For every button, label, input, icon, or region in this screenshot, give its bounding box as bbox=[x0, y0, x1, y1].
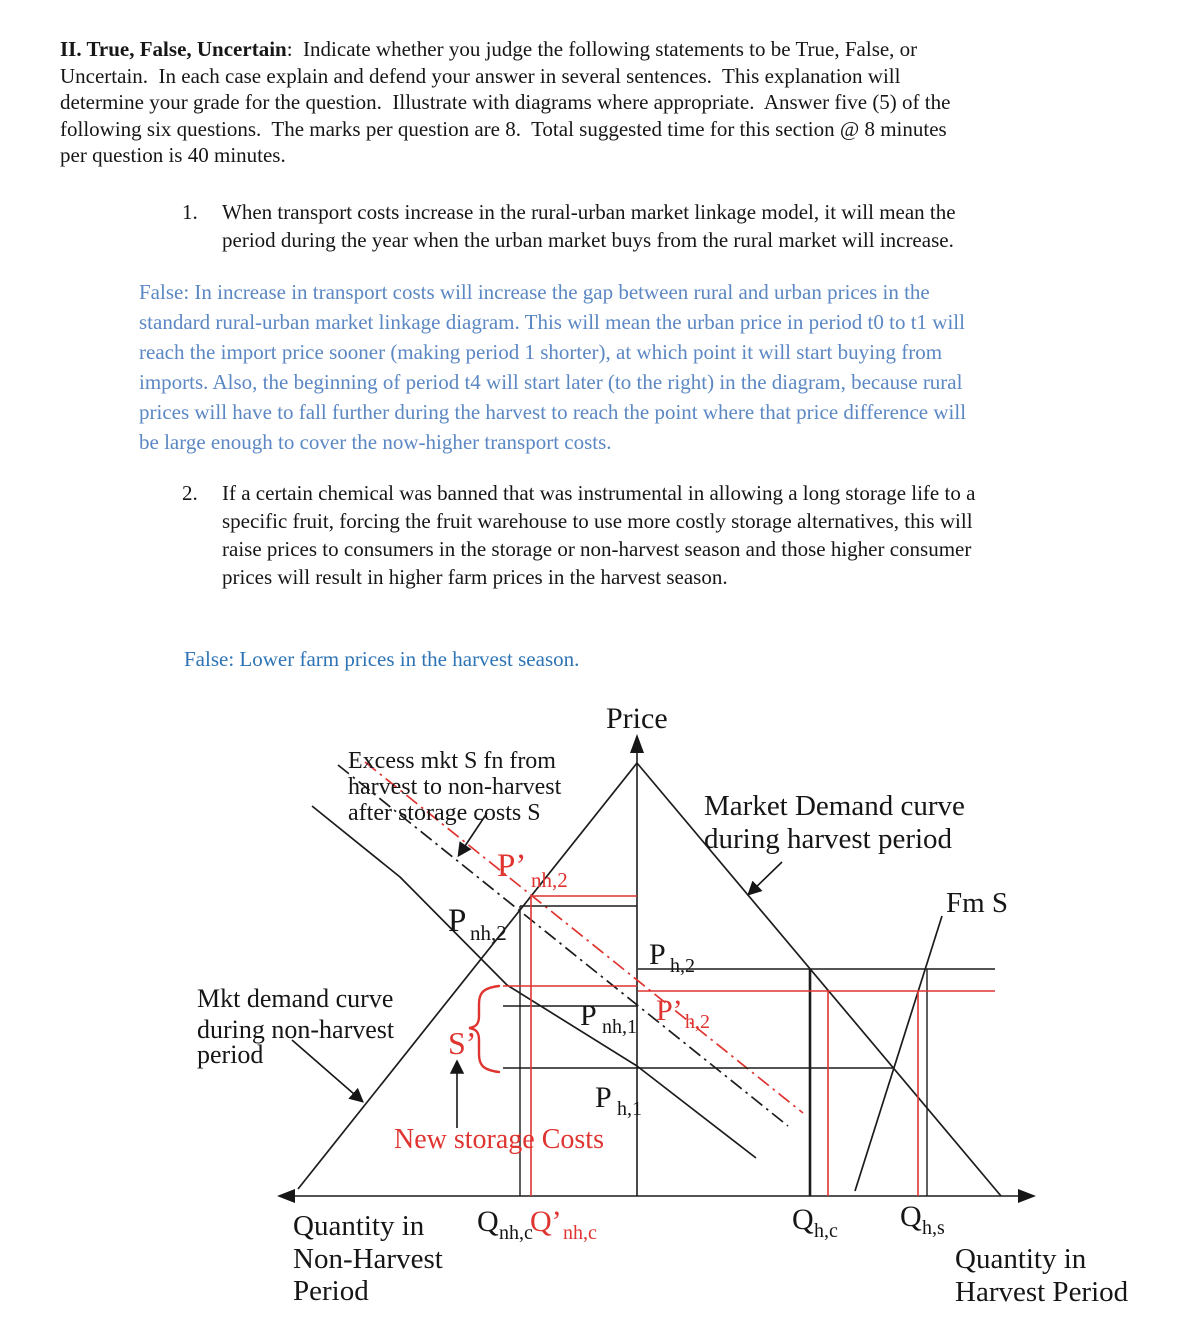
intro-line-1: II. True, False, Uncertain: Indicate whether you judge the following statements to be True, False, or bbox=[60, 37, 918, 61]
question-1 bbox=[182, 198, 956, 254]
excess-supply-solid-curve bbox=[312, 806, 756, 1158]
p-nh2-label: P bbox=[448, 903, 467, 939]
answer-1-line-5: prices will have to fall further during the harvest to reach the point where that price difference will bbox=[139, 400, 967, 424]
answer-1-line-3: reach the import price sooner (making period 1 shorter), at which point it will start buying from bbox=[139, 340, 943, 364]
nonharvest-demand-label-line-2: during non-harvest bbox=[197, 1015, 395, 1044]
q-nhc-new-label: Q’ bbox=[530, 1205, 562, 1238]
p-h2-label: P bbox=[649, 938, 666, 971]
question-2-text bbox=[222, 479, 975, 591]
answer-1 bbox=[139, 277, 966, 457]
question-2 bbox=[182, 479, 975, 591]
excess-label-line-3: after storage costs S bbox=[348, 800, 541, 826]
intro-line-4: following six questions. The marks per question are 8. Total suggested time for this section @ 8 minutes bbox=[60, 116, 947, 141]
new-storage-costs-label: New storage Costs bbox=[394, 1124, 604, 1155]
s-prime-label: S’ bbox=[448, 1025, 477, 1061]
answer-1-line-1: False: In increase in transport costs will increase the gap between rural and urban prices in the bbox=[139, 280, 930, 304]
p-h1-label-sub: h,1 bbox=[617, 1098, 642, 1120]
q-hs-label-sub: h,s bbox=[922, 1217, 945, 1239]
p-nh1-label-sub: nh,1 bbox=[602, 1016, 637, 1038]
price-axis-label: Price bbox=[606, 702, 668, 735]
answer-1-line-6: be large enough to cover the now-higher transport costs. bbox=[139, 430, 612, 454]
question-2-number: 2. bbox=[182, 481, 198, 505]
question-2-line-1: If a certain chemical was banned that was instrumental in allowing a long storage life to a bbox=[222, 481, 976, 505]
answer-2: False: Lower farm prices in the harvest season. bbox=[184, 647, 580, 671]
p-h1-label: P bbox=[595, 1081, 612, 1114]
p-h2-label-sub: h,2 bbox=[670, 955, 695, 977]
q-hc-label-sub: h,c bbox=[814, 1220, 838, 1242]
price-axis-arrowhead bbox=[630, 734, 644, 753]
harvest-demand-label-line-2: during harvest period bbox=[704, 823, 953, 855]
question-1-number: 1. bbox=[182, 200, 198, 224]
question-1-line-2: period during the year when the urban market buys from the rural market will increase. bbox=[222, 228, 954, 252]
harvest-demand-label-arrow bbox=[749, 862, 782, 894]
qty-harvest-label-line-2: Harvest Period bbox=[955, 1276, 1129, 1308]
question-2-line-3: raise prices to consumers in the storage or non-harvest season and those higher consumer bbox=[222, 537, 972, 561]
qty-harvest-label-line-1: Quantity in bbox=[955, 1243, 1087, 1275]
farm-supply-curve bbox=[855, 916, 942, 1191]
q-hc-label: Q bbox=[792, 1203, 814, 1236]
intro-line-5: per question is 40 minutes. bbox=[60, 143, 286, 167]
nonharvest-demand-label-arrow bbox=[292, 1040, 362, 1101]
nonharvest-demand-label-line-1: Mkt demand curve bbox=[197, 984, 394, 1013]
qty-nonharvest-label-line-2: Non-Harvest bbox=[293, 1243, 443, 1275]
question-2-line-2: specific fruit, forcing the fruit warehouse to use more costly storage alternatives, this will bbox=[222, 509, 973, 533]
intro-line-2: Uncertain. In each case explain and defend your answer in several sentences. This explanation will bbox=[60, 63, 901, 88]
q-nhc-label-sub: nh,c bbox=[499, 1222, 533, 1244]
question-2-line-4: prices will result in higher farm prices in the harvest season. bbox=[222, 565, 728, 589]
answer-1-line-2: standard rural-urban market linkage diagram. This will mean the urban price in period t0 to t1 will bbox=[139, 310, 965, 334]
p-nh2-new-label-sub: nh,2 bbox=[531, 868, 568, 892]
p-h2-new-label-sub: h,2 bbox=[685, 1011, 710, 1033]
answer-1-line-4: imports. Also, the beginning of period t4 will start later (to the right) in the diagram, because rural bbox=[139, 370, 963, 394]
quantity-axis-right-arrowhead bbox=[1018, 1189, 1036, 1203]
section-intro-paragraph bbox=[60, 36, 950, 169]
p-nh2-label-sub: nh,2 bbox=[470, 921, 507, 945]
q-nhc-label: Q bbox=[477, 1205, 499, 1238]
p-nh1-label: P bbox=[580, 999, 597, 1032]
farm-supply-label: Fm S bbox=[946, 887, 1009, 919]
excess-label-line-2: harvest to non-harvest bbox=[348, 774, 562, 800]
question-1-text bbox=[222, 198, 956, 254]
harvest-demand-label-line-1: Market Demand curve bbox=[704, 790, 965, 822]
qty-nonharvest-label-line-1: Quantity in bbox=[293, 1210, 425, 1242]
excess-label-line-1: Excess mkt S fn from bbox=[348, 748, 556, 774]
q-nhc-new-label-sub: nh,c bbox=[563, 1222, 597, 1244]
intro-line-3: determine your grade for the question. Illustrate with diagrams where appropriate. Answer five (5) of the bbox=[60, 90, 951, 114]
q-hs-label: Q bbox=[900, 1200, 922, 1233]
p-h2-new-label: P’ bbox=[656, 994, 683, 1027]
quantity-axis-left-arrowhead bbox=[277, 1189, 295, 1203]
qty-nonharvest-label-line-3: Period bbox=[293, 1275, 369, 1307]
question-1-line-1: When transport costs increase in the rural-urban market linkage model, it will mean the bbox=[222, 200, 956, 224]
p-nh2-new-label: P’ bbox=[497, 848, 527, 884]
section-heading: II. True, False, Uncertain bbox=[60, 37, 287, 61]
storage-economics-diagram bbox=[0, 690, 1202, 1326]
nonharvest-demand-label-line-3: period bbox=[197, 1040, 264, 1069]
